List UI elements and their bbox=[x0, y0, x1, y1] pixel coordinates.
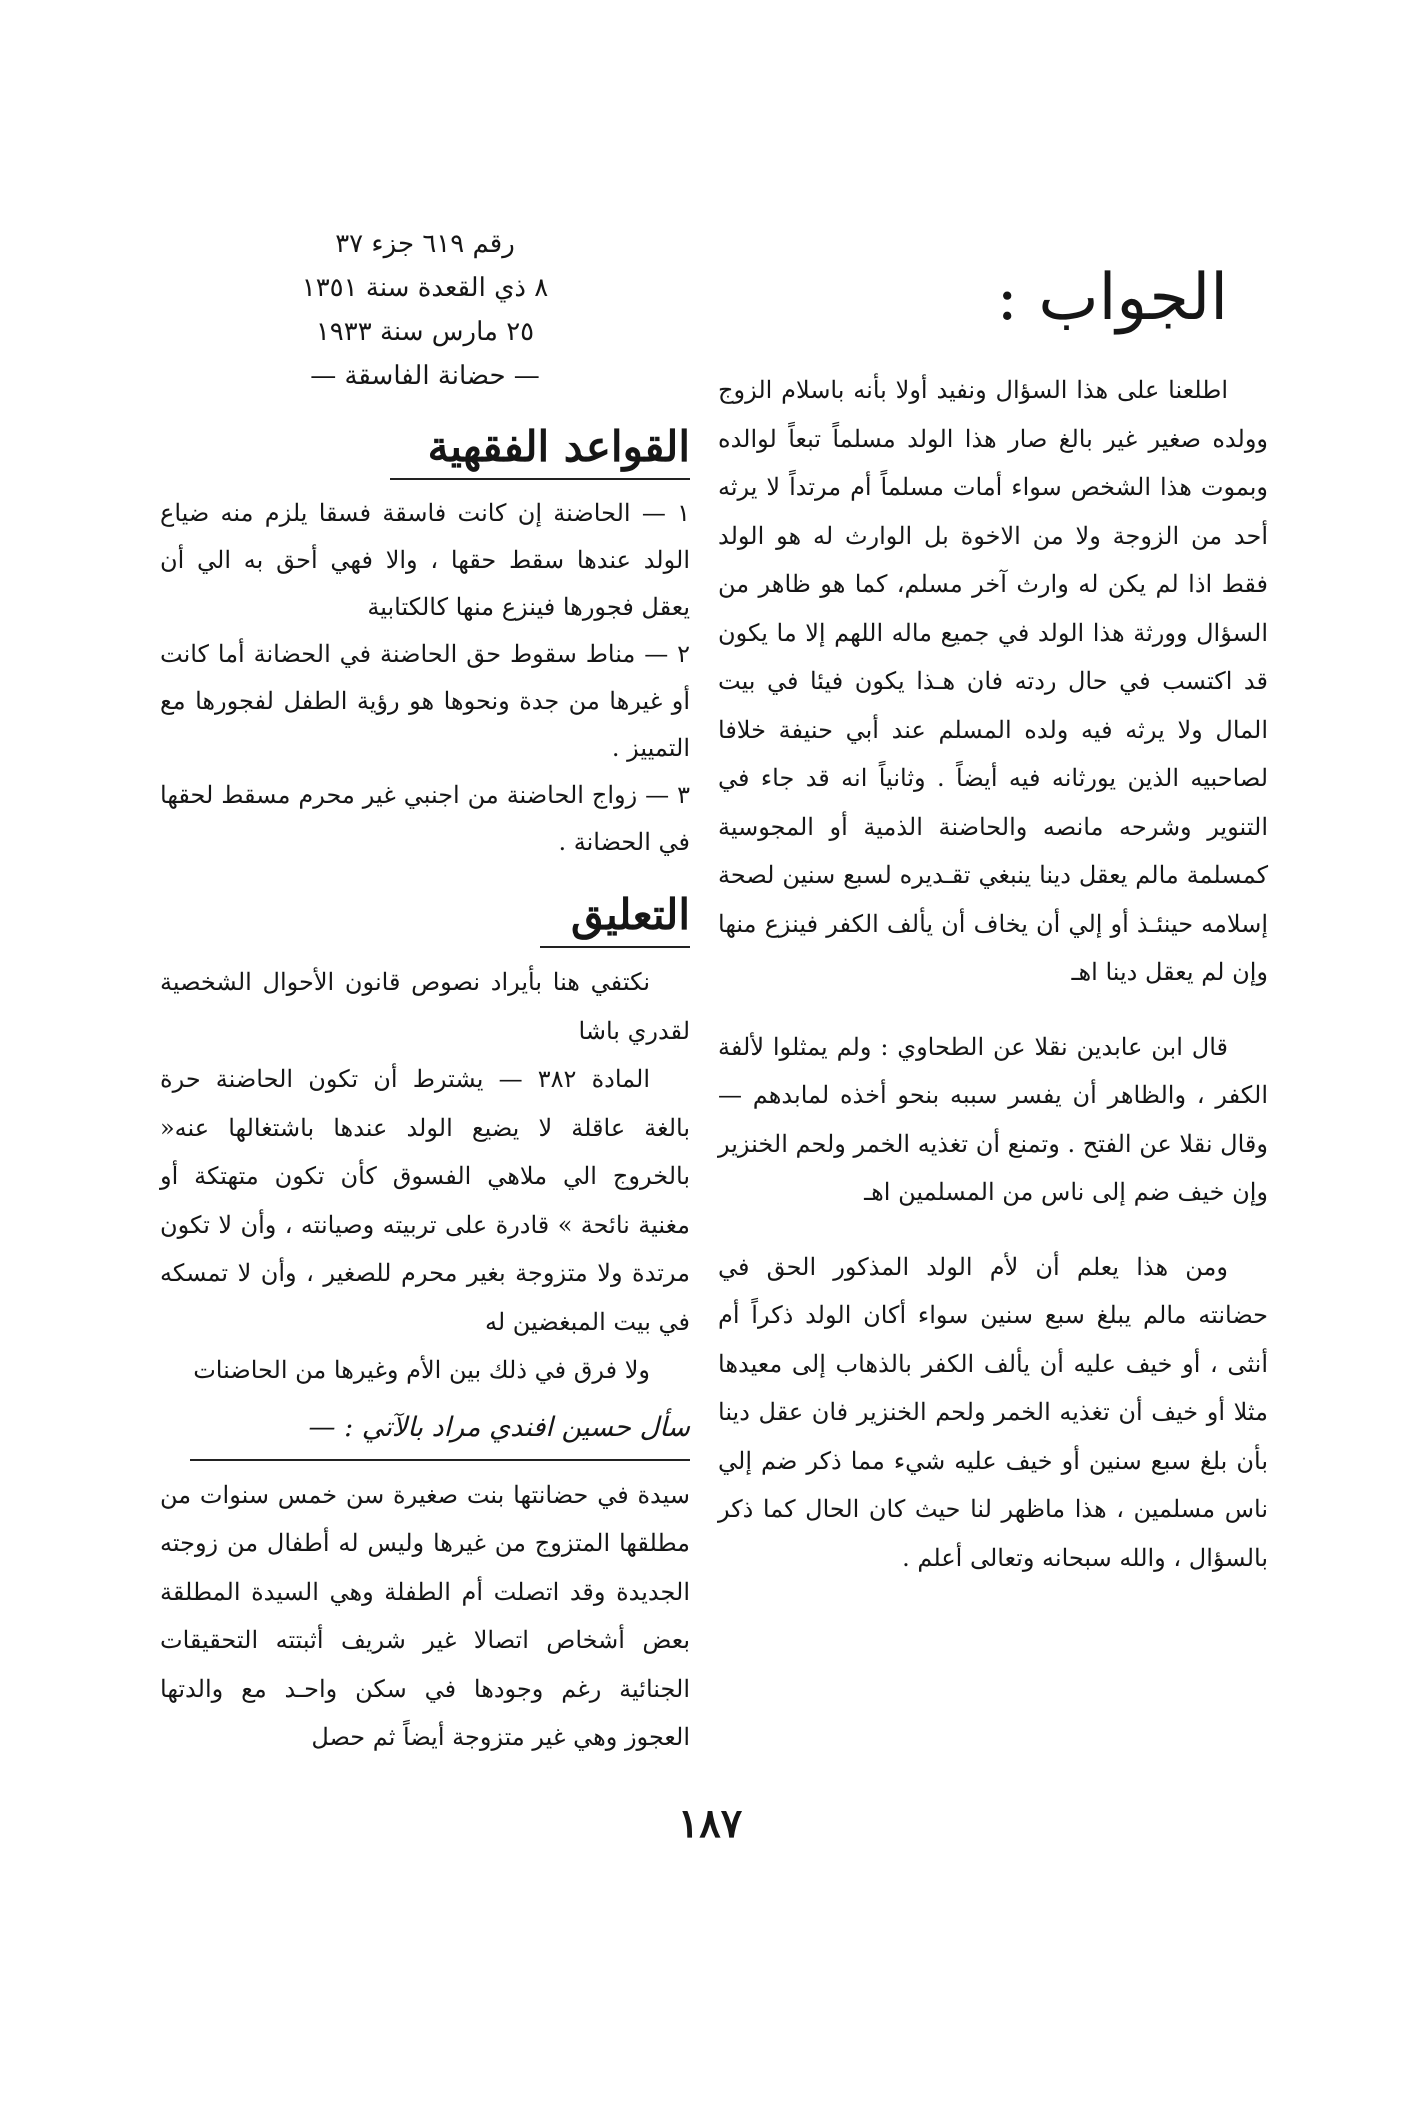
fatwa-hijri-date: ٨ ذي القعدة سنة ١٣٥١ bbox=[301, 273, 549, 303]
commentary-heading: التعليق bbox=[570, 890, 690, 939]
answer-column bbox=[718, 240, 1268, 1582]
fatwa-gregorian-date: ٢٥ مارس سنة ١٩٣٣ bbox=[315, 317, 535, 347]
page-number: ١٨٧ bbox=[677, 1800, 743, 1847]
answer-heading: الجواب : bbox=[996, 261, 1228, 335]
rules-heading-underline bbox=[390, 478, 690, 480]
question-text: سيدة في حضانتها بنت صغيرة سن خمس سنوات من مطلقها المتزوج من غيرها وليس له أطفال من زوجته الجديدة وقد اتصلت أم الطفلة وهي السيدة المطلقة بعض أشخاص اتصالا غير شريف أثبتته التحقيقات الجنائية رغم وجودها في سكن واحـد مع والدتها العجوز وهي غير متزوجة أيضاً ثم حصل bbox=[160, 1480, 690, 1751]
answer-paragraph-3: ومن هذا يعلم أن لأم الولد المذكور الحق في حضانته مالم يبلغ سبع سنين سواء أكان الولد ذكراً أم أنثى ، أو خيف عليه أن يألف الكفر بالذهاب إلى معيدها مثلا أو خيف أن تغذيه الخمر ولحم الخنزير فان عقل دينا بأن بلغ سبع سنين أو خيف عليه شيء مما ذكر ضم إلي ناس مسلمين ، هذا ماظهر لنا حيث كان الحال كما ذكر بالسؤال ، والله سبحانه وتعالى أعلم . bbox=[718, 1252, 1268, 1572]
fatwa-number: رقم ٦١٩ جزء ٣٧ bbox=[335, 229, 515, 259]
article-closing: ولا فرق في ذلك بين الأم وغيرها من الحاضنات bbox=[193, 1356, 650, 1384]
answer-paragraph-2: قال ابن عابدين نقلا عن الطحاوي : ولم يمثلوا لألفة الكفر ، والظاهر أن يفسر سببه بنحو أخذه لمابدهم — وقال نقلا عن الفتح . وتمنع أن تغذيه الخمر ولحم الخنزير وإن خيف ضم إلى ناس من المسلمين اهـ bbox=[717, 1032, 1268, 1206]
fatwa-subject: — حضانة الفاسقة — bbox=[310, 361, 540, 391]
rule-item-1: ١ — الحاضنة إن كانت فاسقة فسقا يلزم منه ضياع الولد عندها سقط حقها ، والا فهي أحق به الي أن يعقل فجورها فينزع منها كالكتابية bbox=[160, 499, 690, 621]
answer-paragraph-1: اطلعنا على هذا السؤال ونفيد أولا بأنه باسلام الزوج وولده صغير غير بالغ صار هذا الولد مسلماً تبعاً لوالده وبموت هذا الشخص سواء أمات مسلماً أم مرتداً لا يرثه أحد من الزوجة ولا من الاخوة بل الوارث له هو الولد فقط اذا لم يكن له وارث آخر مسلم، كما هو ظاهر من السؤال وورثة هذا الولد في جميع ماله اللهم إلا ما يكون قد اكتسب في حال ردته فان هـذا يكون فيئا في بيت المال ولا يرثه فيه ولده المسلم عند أبي حنيفة خلافا لصاحبيه الذين يورثانه فيه أيضاً . وثانياً انه قد جاء في التنوير وشرحه مانصه والحاضنة الذمية أو المجوسية كمسلمة مالم يعقل دينا ينبغي تقـديره لسبع سنين لصحة إسلامه حينئـذ أو إلي أن يخاف أن يألف الكفر فينزع منها وإن لم يعقل دينا اهـ bbox=[718, 376, 1268, 986]
question-intro: سأل حسين افندي مراد بالآتي : — bbox=[308, 1411, 690, 1443]
fatwa-header bbox=[160, 222, 690, 398]
question-divider bbox=[190, 1459, 690, 1461]
rule-item-2: ٢ — مناط سقوط حق الحاضنة في الحضانة أما كانت أو غيرها من جدة ونحوها هو رؤية الطفل لفجورها مع التمييز . bbox=[160, 640, 690, 762]
rule-item-3: ٣ — زواج الحاضنة من اجنبي غير محرم مسقط لحقها في الحضانة . bbox=[160, 781, 690, 856]
commentary-intro: نكتفي هنا بأيراد نصوص قانون الأحوال الشخصية لقدري باشا bbox=[160, 968, 690, 1045]
article-382-text: المادة ٣٨٢ — يشترط أن تكون الحاضنة حرة بالغة عاقلة لا يضيع الولد عندها باشتغالها عنه« بالخروج الي ملاهي الفسوق كأن تكون متهتكة أو مغنية نائحة » قادرة على تربيته وصيانته ، وأن لا تكون مرتدة ولا متزوجة بغير محرم للصغير ، وأن لا تمسكه في بيت المبغضين له bbox=[160, 1065, 690, 1336]
commentary-heading-underline bbox=[540, 946, 690, 948]
rules-heading: القواعد الفقهية bbox=[427, 422, 690, 471]
fatwa-column bbox=[160, 222, 690, 1762]
